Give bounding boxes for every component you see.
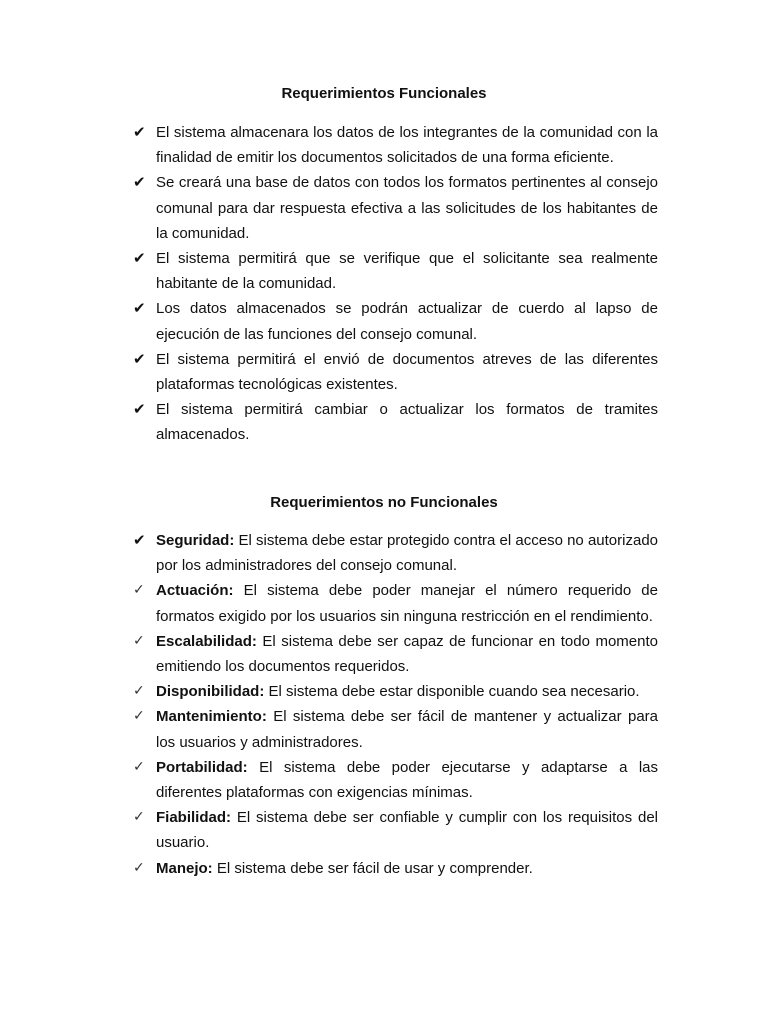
list-item [131, 246, 658, 296]
list-item-text: El sistema debe estar disponible cuando sea necesario. [268, 683, 640, 701]
list-item [131, 120, 658, 170]
list-item [131, 679, 658, 704]
functional-requirements-list [131, 120, 658, 448]
requirement-term: Seguridad: [156, 532, 235, 549]
list-item [131, 397, 658, 447]
list-item [131, 629, 658, 679]
requirement-term: Disponibilidad: [156, 683, 265, 701]
check-icon: ✔ [133, 249, 146, 268]
list-item-text: El sistema permitirá el envió de documentos atreves de las diferentes plataformas tecnológicas existentes. [156, 350, 658, 394]
non-functional-requirements-list [131, 528, 658, 881]
check-icon: ✔ [133, 299, 146, 318]
list-item-text: El sistema permitirá cambiar o actualizar los formatos de tramites almacenados. [156, 401, 658, 444]
list-item [131, 856, 658, 881]
list-item-text: El sistema permitirá que se verifique que el solicitante sea realmente habitante de la comunidad. [156, 250, 658, 293]
check-icon: ✔ [133, 173, 146, 192]
list-item-text: El sistema debe ser fácil de mantener y actualizar para los usuarios y administradores. [156, 708, 658, 751]
list-item [131, 347, 658, 397]
check-icon: ✔ [133, 400, 146, 419]
check-icon: ✓ [133, 683, 145, 700]
check-icon: ✔ [133, 123, 146, 141]
list-item-text: Se creará una base de datos con todos los formatos pertinentes al consejo comunal para dar respuesta efectiva a las solicitudes de los habitantes de la comunidad. [156, 174, 658, 242]
check-icon: ✔ [133, 349, 146, 368]
list-item-text: El sistema debe ser confiable y cumplir con los requisitos del usuario. [156, 809, 659, 852]
non-functional-requirements-title: Requerimientos no Funcionales [270, 494, 498, 511]
list-item [131, 704, 658, 754]
list-item-text: Los datos almacenados se podrán actualizar de cuerdo al lapso de ejecución de las funciones del consejo comunal. [156, 300, 658, 343]
requirement-term: Fiabilidad: [156, 809, 231, 827]
requirement-term: Escalabilidad: [156, 632, 257, 650]
requirement-term: Actuación: [156, 582, 234, 600]
requirement-term: Portabilidad: [156, 758, 248, 776]
list-item-text: El sistema debe poder ejecutarse y adaptarse a las diferentes plataformas con exigencias mínimas. [156, 758, 658, 802]
list-item [131, 578, 658, 628]
check-icon: ✓ [133, 859, 145, 876]
check-icon: ✓ [133, 708, 145, 725]
list-item-text: El sistema debe poder manejar el número requerido de formatos exigido por los usuarios sin ninguna restricción en el rendimiento. [156, 582, 658, 625]
list-item [131, 296, 658, 346]
check-icon: ✓ [133, 582, 145, 599]
check-icon: ✓ [133, 632, 145, 649]
check-icon: ✓ [133, 758, 145, 775]
list-item [131, 755, 658, 805]
check-icon: ✔ [133, 531, 146, 549]
list-item-text: El sistema almacenara los datos de los integrantes de la comunidad con la finalidad de emitir los documentos solicitados de una forma eficiente. [156, 124, 658, 167]
requirement-term: Manejo: [156, 859, 213, 877]
check-icon: ✓ [133, 809, 145, 826]
requirement-term: Mantenimiento: [156, 708, 267, 726]
functional-requirements-title: Requerimientos Funcionales [281, 85, 487, 102]
list-item-text: El sistema debe ser fácil de usar y comprender. [216, 859, 533, 877]
list-item [131, 528, 658, 578]
list-item [131, 170, 658, 246]
list-item-text: El sistema debe estar protegido contra el acceso no autorizado por los administradores del consejo comunal. [156, 532, 659, 575]
list-item-text: El sistema debe ser capaz de funcionar en todo momento emitiendo los documentos requeridos. [156, 632, 658, 676]
list-item [131, 805, 658, 855]
